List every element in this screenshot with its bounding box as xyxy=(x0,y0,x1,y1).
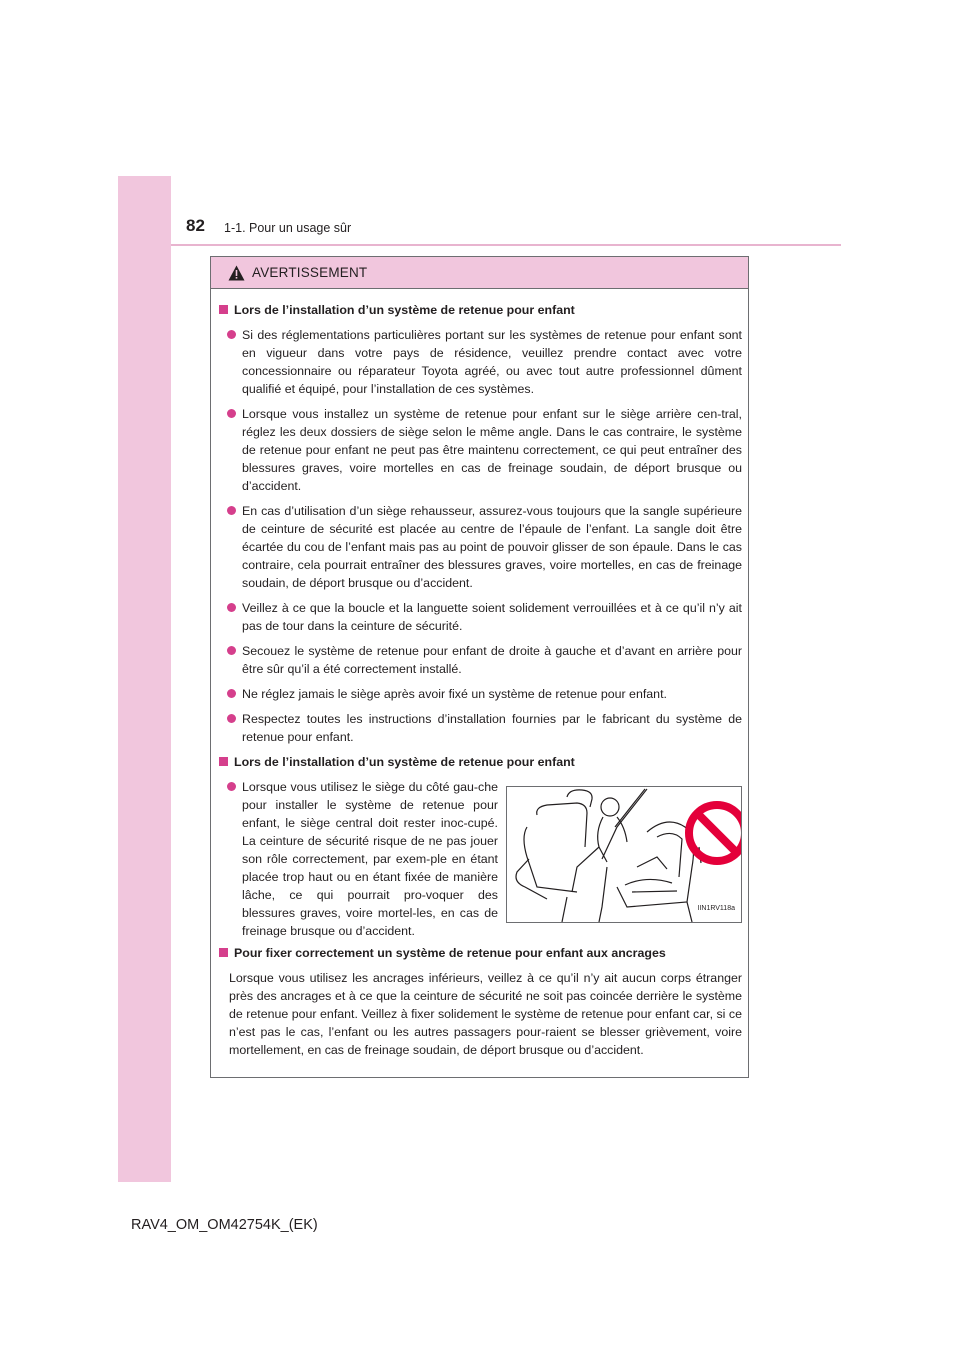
bullet-text: Lorsque vous installez un système de retenue pour enfant sur le siège arrière cen-tral, réglez les deux dossiers de siège selon le même angle. Dans le cas contraire, le système de retenue pour enfant ne peut pas être maintenu correctement, ce qui peut entraîner des blessures graves, voire mortelles en cas de freinage soudain, de déport brusque ou d’accident. xyxy=(242,407,742,493)
bullet-dot-icon xyxy=(227,330,236,339)
illustration-code: IIN1RV118a xyxy=(697,905,735,912)
bullet-dot-icon xyxy=(227,506,236,515)
bullet-text: Si des réglementations particulières portant sur les systèmes de retenue pour enfant sont en vigueur dans votre pays de résidence, veuillez prendre contact avec votre concessionnaire ou réparateur Toyota agréé, ou avec tout autre professionnel dûment qualifié et équipé, pour l’installation de ces systèmes. xyxy=(242,328,742,396)
side-tab-band xyxy=(118,176,171,1182)
bullet-text: Respectez toutes les instructions d’installation fournies par le fabricant du système de retenue pour enfant. xyxy=(242,712,742,744)
warning-body xyxy=(211,289,748,1059)
document-code: RAV4_OM_OM42754K_(EK) xyxy=(131,1217,318,1233)
page-number: 82 xyxy=(186,216,205,235)
bullet-text: En cas d’utilisation d’un siège rehausseur, assurez-vous toujours que la sangle supérieure de ceinture de sécurité est placée au centre de l’épaule de l’enfant. La sangle doit être écartée du cou de l’enfant mais pas au point de pouvoir glisser de son épaule. Dans le cas contraire, cela pourrait entraîner des blessures graves, voire mortelles, en cas de freinage soudain, de déport brusque ou d’accident. xyxy=(242,504,742,590)
list-item xyxy=(227,599,742,635)
warning-title: AVERTISSEMENT xyxy=(252,265,368,280)
heading-text: Lors de l’installation d’un système de retenue pour enfant xyxy=(234,755,575,769)
section-heading xyxy=(219,753,742,771)
bullet-text: Lorsque vous utilisez le siège du côté gau-che pour installer le système de retenue pour enfant, le siège central doit rester inoc-cupé. La ceinture de sécurité risque de ne pas jouer son rôle correctement, par exem-ple en étant placée trop haut ou en étant fixée de manière lâche, ce qui pourrait pro-voquer des blessures graves, voire mortel-les, en cas de freinage brusque ou d’accident. xyxy=(242,780,498,938)
bullet-text: Veillez à ce que la boucle et la languette soient solidement verrouillées et à ce qu’il n’y ait pas de tour dans la ceinture de sécurité. xyxy=(242,601,742,633)
bullet-dot-icon xyxy=(227,714,236,723)
prohibited-icon xyxy=(689,805,741,861)
list-item xyxy=(227,642,742,678)
bullet-dot-icon xyxy=(227,782,236,791)
bullet-dot-icon xyxy=(227,689,236,698)
section-heading xyxy=(219,301,742,319)
warning-triangle-icon xyxy=(228,265,245,281)
bullet-text: Secouez le système de retenue pour enfant de droite à gauche et d’avant en arrière pour être sûr qu’il a été correctement installé. xyxy=(242,644,742,676)
list-item xyxy=(227,405,742,495)
heading-text: Lors de l’installation d’un système de retenue pour enfant xyxy=(234,303,575,317)
list-item xyxy=(227,502,742,592)
square-bullet-icon xyxy=(219,948,228,957)
list-item xyxy=(227,326,742,398)
warning-header xyxy=(211,257,748,289)
list-item xyxy=(227,778,498,940)
heading-text: Pour fixer correctement un système de retenue pour enfant aux ancrages xyxy=(234,946,666,960)
bullet-with-illustration xyxy=(219,778,742,940)
warning-box xyxy=(210,256,749,1078)
bullet-dot-icon xyxy=(227,409,236,418)
square-bullet-icon xyxy=(219,305,228,314)
section-heading xyxy=(219,944,742,962)
bullet-text: Ne réglez jamais le siège après avoir fixé un système de retenue pour enfant. xyxy=(242,687,667,701)
paragraph-text: Lorsque vous utilisez les ancrages inférieurs, veillez à ce qu’il n’y ait aucun corps étranger près des ancrages et à ce que la ceinture de sécurité ne soit pas coincée derrière le système de retenue pour enfant. Veillez à fixer solidement le système de retenue pour enfant car, si ce n’est pas le cas, l’enfant ou les autres passagers pour-raient se blesser grièvement, voire mortellement, en cas de freinage soudain, de déport brusque ou d’accident. xyxy=(229,971,742,1057)
bullet-dot-icon xyxy=(227,646,236,655)
list-item xyxy=(227,685,742,703)
header-divider xyxy=(171,244,841,246)
child-seat-illustration xyxy=(506,786,742,923)
section-title: 1-1. Pour un usage sûr xyxy=(224,221,352,235)
list-item xyxy=(227,710,742,746)
bullet-dot-icon xyxy=(227,603,236,612)
square-bullet-icon xyxy=(219,757,228,766)
